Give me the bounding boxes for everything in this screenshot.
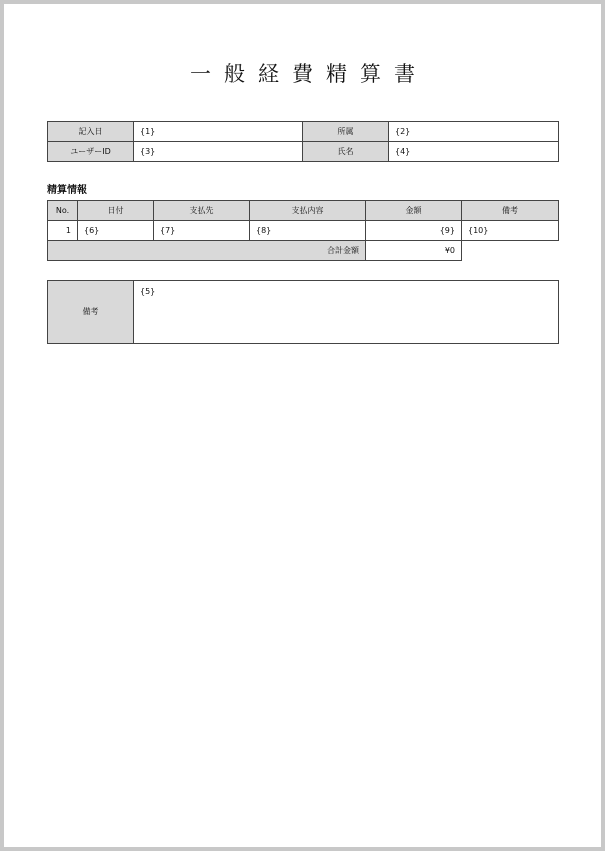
document-page — [4, 4, 601, 847]
department-label: 所属 — [303, 122, 389, 142]
date-field[interactable]: {1} — [134, 122, 303, 142]
remarks-field[interactable]: {5} — [134, 281, 559, 344]
info-row-user — [48, 142, 559, 162]
row-amount[interactable]: {9} — [366, 221, 462, 241]
name-field[interactable]: {4} — [389, 142, 559, 162]
row-date[interactable]: {6} — [78, 221, 154, 241]
info-table — [47, 121, 559, 162]
header-content: 支払内容 — [250, 201, 366, 221]
row-note[interactable]: {10} — [462, 221, 559, 241]
header-no: No. — [48, 201, 78, 221]
info-row-date — [48, 122, 559, 142]
header-payee: 支払先 — [154, 201, 250, 221]
expense-header-row — [48, 201, 559, 221]
user-id-label: ユーザーID — [48, 142, 134, 162]
page-title: 一般経費精算書 — [190, 62, 428, 86]
date-label: 記入日 — [48, 122, 134, 142]
user-id-field[interactable]: {3} — [134, 142, 303, 162]
header-amount: 金額 — [366, 201, 462, 221]
remarks-label: 備考 — [48, 281, 134, 344]
expense-table — [47, 200, 559, 261]
row-payee[interactable]: {7} — [154, 221, 250, 241]
total-label: 合計金額 — [48, 241, 366, 261]
name-label: 氏名 — [303, 142, 389, 162]
total-spacer — [462, 241, 559, 261]
remarks-row — [48, 281, 559, 344]
row-no: 1 — [48, 221, 78, 241]
department-field[interactable]: {2} — [389, 122, 559, 142]
section-title: 精算情報 — [47, 185, 87, 196]
header-date: 日付 — [78, 201, 154, 221]
total-row — [48, 241, 559, 261]
table-row — [48, 221, 559, 241]
remarks-table — [47, 280, 559, 344]
row-content[interactable]: {8} — [250, 221, 366, 241]
total-value: ¥0 — [366, 241, 462, 261]
header-note: 備考 — [462, 201, 559, 221]
